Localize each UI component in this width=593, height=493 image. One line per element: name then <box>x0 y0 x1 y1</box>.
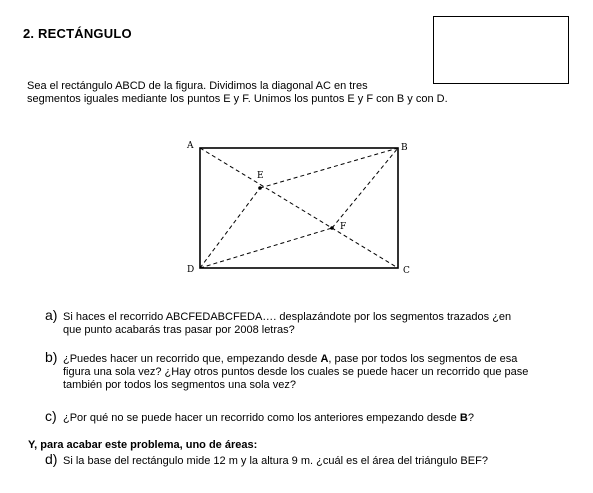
question-a-line-2: que punto acabarás tras pasar por 2008 letras? <box>63 324 295 336</box>
section-title-areas: Y, para acabar este problema, uno de áreas: <box>28 439 258 451</box>
label-c: C <box>403 266 410 275</box>
rectangle-figure <box>170 135 420 275</box>
intro-line-2: segmentos iguales mediante los puntos E y F. Unimos los puntos E y F con B y con D. <box>27 93 448 105</box>
question-b-line-1 <box>63 353 575 366</box>
question-b-line-3: también por todos los segmentos una sola vez? <box>63 379 296 391</box>
question-b-line-1-post: , pase por todos los segmentos de esa <box>328 353 518 365</box>
question-d-text: Si la base del rectángulo mide 12 m y la altura 9 m. ¿cuál es el área del triángulo BEF? <box>63 455 488 467</box>
question-c <box>45 408 575 428</box>
page-title: 2. RECTÁNGULO <box>23 26 132 41</box>
question-c-label: c) <box>45 408 57 424</box>
question-b-line-1-pre: ¿Puedes hacer un recorrido que, empezando desde <box>63 353 321 365</box>
question-a-line-1: Si haces el recorrido ABCFEDABCFEDA…. desplazándote por los segmentos trazados ¿en <box>63 311 512 323</box>
point-f <box>330 226 334 230</box>
question-c-post: ? <box>467 412 474 424</box>
label-a: A <box>187 141 194 151</box>
segment-eb <box>260 148 398 188</box>
intro-line-1: Sea el rectángulo ABCD de la figura. Dividimos la diagonal AC en tres <box>27 80 368 92</box>
question-b-label: b) <box>45 349 58 365</box>
question-d <box>45 451 575 471</box>
segment-fb <box>332 148 398 228</box>
question-a <box>45 307 575 341</box>
segment-df <box>200 228 332 268</box>
segment-de <box>200 188 260 268</box>
question-b-line-2: figura una sola vez? ¿Hay otros puntos desde los cuales se puede hacer un recorrido que pase <box>63 366 529 378</box>
segment-ac <box>200 148 398 268</box>
label-d: D <box>187 265 195 275</box>
label-e: E <box>257 171 264 181</box>
answer-box <box>433 16 569 84</box>
question-c-point-b: B <box>459 412 468 424</box>
question-d-label: d) <box>45 451 58 467</box>
question-a-label: a) <box>45 307 58 323</box>
question-b-point-a: A <box>320 353 329 365</box>
label-b: B <box>401 143 408 153</box>
question-c-pre: ¿Por qué no se puede hacer un recorrido como los anteriores empezando desde <box>63 412 460 424</box>
label-f: F <box>340 222 347 232</box>
question-b <box>45 349 575 397</box>
point-e <box>258 186 262 190</box>
intro-paragraph <box>27 80 527 106</box>
